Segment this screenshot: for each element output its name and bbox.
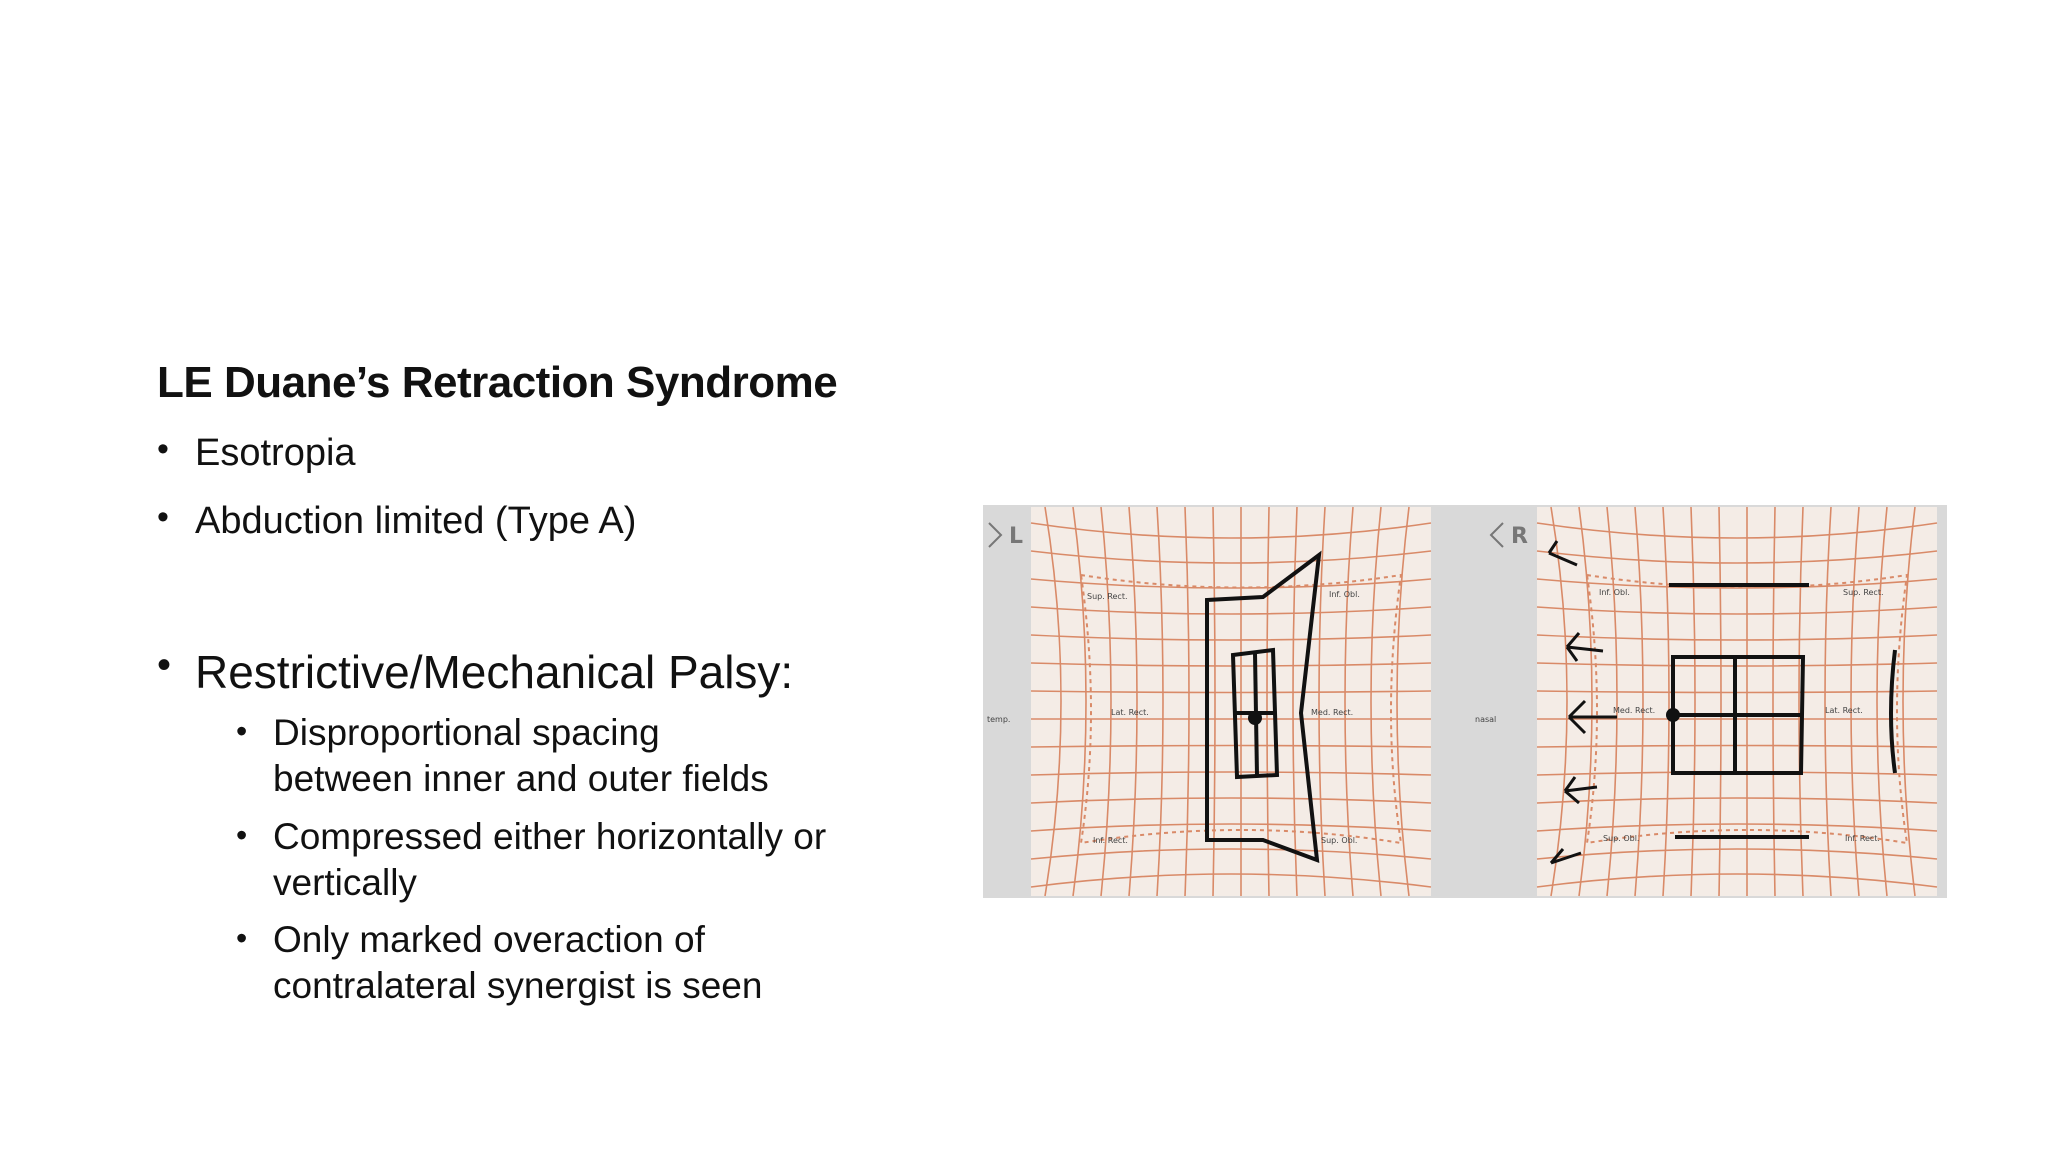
bullet-dot: • [236, 920, 248, 956]
bullet-text: Compressed either horizontally or vertically [273, 816, 827, 903]
right-fixation-dot [1666, 708, 1680, 722]
bullet-dot: • [157, 643, 172, 687]
bullet-text: Only marked overaction of contralateral synergist is seen [273, 919, 763, 1006]
left-label-lat-rect: Lat. Rect. [1111, 708, 1149, 717]
right-label-sup-obl: Sup. Obl. [1603, 834, 1640, 843]
left-fixation-dot [1248, 711, 1262, 725]
left-label-sup-rect: Sup. Rect. [1087, 592, 1128, 601]
bullet-dot: • [236, 817, 248, 853]
hess-chart-figure [983, 505, 1947, 898]
left-eye-label: L [1009, 524, 1024, 549]
bullet-dot: • [236, 713, 248, 749]
bullet-dot: • [157, 430, 169, 468]
right-eye-label: R [1511, 524, 1528, 549]
bullet-text: Esotropia [195, 432, 356, 474]
left-label-inf-obl: Inf. Obl. [1329, 590, 1360, 599]
right-label-lat-rect: Lat. Rect. [1825, 706, 1863, 715]
bullet-text: Disproportional spacing between inner and outer fields [273, 712, 769, 799]
bullet-dot: • [157, 498, 169, 536]
left-label-sup-obl: Sup. Obl. [1321, 836, 1358, 845]
label-temp: temp. [987, 715, 1011, 724]
bullet-text: Abduction limited (Type A) [195, 500, 637, 542]
right-label-inf-rect: Inf. Rect. [1845, 834, 1880, 843]
right-label-sup-rect: Sup. Rect. [1843, 588, 1884, 597]
bullet-text: Restrictive/Mechanical Palsy: [195, 646, 794, 698]
left-label-med-rect: Med. Rect. [1311, 708, 1354, 717]
slide-heading: LE Duane’s Retraction Syndrome [157, 358, 838, 407]
right-label-inf-obl: Inf. Obl. [1599, 588, 1630, 597]
left-eye-chart [987, 507, 1431, 896]
label-nasal: nasal [1475, 715, 1497, 724]
right-label-med-rect: Med. Rect. [1613, 706, 1656, 715]
right-eye-chart [1475, 507, 1937, 896]
left-label-inf-rect: Inf. Rect. [1093, 836, 1128, 845]
